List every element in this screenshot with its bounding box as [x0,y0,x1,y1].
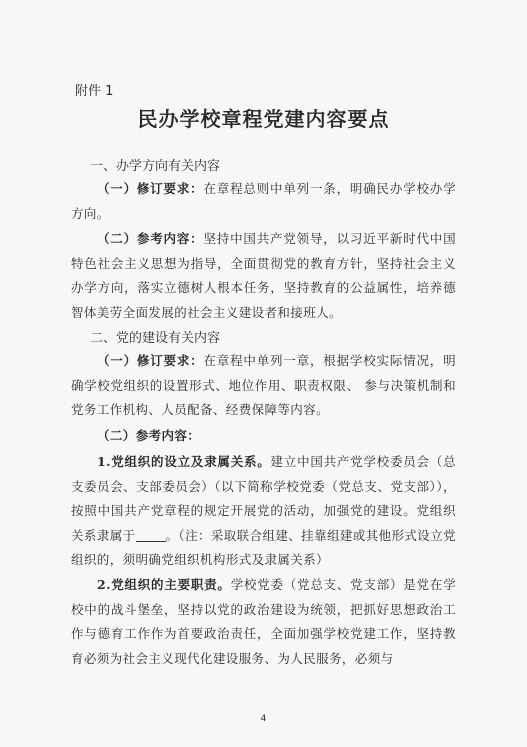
paragraph-3 [71,349,456,423]
paragraph-label: （一）修订要求： [97,181,204,196]
paragraph-label: 2.党组织的主要职责。 [97,577,231,592]
paragraph-2 [71,227,456,325]
paragraph-label: （一）修订要求： [97,353,204,368]
paragraph-text: 坚持中国共产党领导，以习近平新时代中国特色社会主义思想为指导，全面贯彻党的教育方针，坚持社会主义办学方向，落实立德树人根本任务，坚持教育的公益属性，培养德智体美劳全面发展的社会主义建设者和接班人。 [71,231,456,320]
paragraph-text: 。（注：采取联合组建、挂靠组建或其他形式设立党组织的，须明确党组织机构形式及隶属关系） [71,527,456,567]
paragraph-1 [71,177,456,226]
paragraph-text: 在章程中单列一章，根据学校实际情况，明确学校党组织的设置形式、地位作用、职责权限、 参与决策机制和党务工作机构、人员配备、经费保障等内容。 [71,353,456,417]
attachment-label: 附件 1 [75,84,114,99]
fill-in-blank [136,528,166,542]
section-heading-1: 一、办学方向有关内容 [90,159,221,174]
document-title: 民办学校章程党建内容要点 [137,107,390,131]
paragraph-text: 学校党委（党总支、党支部）是党在学校中的战斗堡垒，坚持以党的政治建设为统领，把抓好思想政治工作与德育工作作为首要政治责任，全面加强学校党建工作，坚持教育必须为社会主义现代化建设服务、为人民服务，必须与 [71,577,456,666]
paragraph-4 [71,424,456,449]
paragraph-label: 1.党组织的设立及隶属关系。 [97,454,271,469]
paragraph-6 [71,573,456,671]
paragraph-label: （二）参考内容： [97,231,204,246]
paragraph-text: 建立中国共产党学校委员会（总支委员会、支部委员会）（以下简称学校党委（党总支、党支部）），按照中国共产党章程的规定开展党的活动，加强党的建设。党组织关系隶属于 [71,454,456,543]
section-heading-2: 二、党的建设有关内容 [90,331,221,346]
paragraph-text: 在章程总则中单列一条，明确民办学校办学方向。 [71,181,456,221]
paragraph-5 [71,450,456,573]
paragraph-label: （二）参考内容： [97,428,201,443]
page-number: 4 [260,714,267,724]
